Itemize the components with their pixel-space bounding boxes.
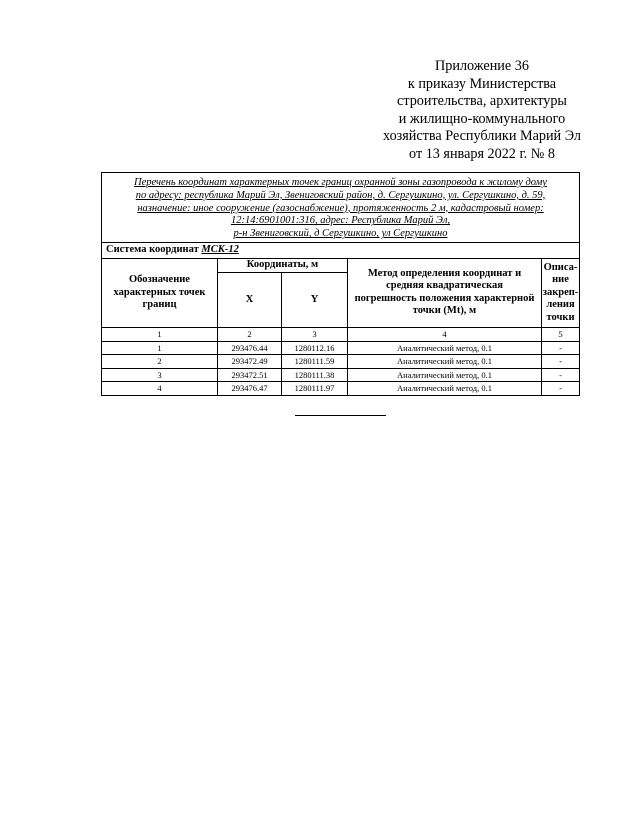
annex-header (362, 58, 602, 163)
coordinates-table (101, 172, 580, 396)
column-number: 4 (348, 327, 542, 341)
col-y-header: Y (282, 272, 348, 327)
method-cell: Аналитический метод, 0.1 (348, 382, 542, 396)
coordinate-system-row (102, 242, 580, 258)
annex-line: и жилищно-коммунального (398, 110, 566, 127)
x-cell: 293472.49 (218, 355, 282, 369)
annex-line: строительства, архитектуры (397, 93, 567, 109)
y-cell: 1280111.59 (282, 355, 348, 369)
table-caption (102, 173, 580, 243)
annex-line: к приказу Министерства (407, 75, 557, 92)
x-cell: 293476.44 (218, 341, 282, 355)
x-cell: 293476.47 (218, 382, 282, 396)
caption-line: назначение: иное сооружение (газоснабжение), протяженность 2 м, кадастровый номер: (137, 202, 544, 214)
description-cell: - (542, 341, 580, 355)
table-row (102, 355, 580, 369)
description-cell: - (542, 368, 580, 382)
caption-line: р-н Звениговский, д Сергушкино, ул Сергушкино (233, 228, 448, 240)
annex-line: от 13 января 2022 г. № 8 (409, 145, 555, 162)
column-number: 5 (542, 327, 580, 341)
col-description-header: Описа-ние закреп-ления точки (542, 258, 580, 327)
method-cell: Аналитический метод, 0.1 (348, 355, 542, 369)
description-cell: - (542, 355, 580, 369)
col-designation-header: Обозначение характерных точек границ (102, 258, 218, 327)
point-cell: 3 (102, 368, 218, 382)
caption-line: 12:14:6901001:316, адрес: Республика Марий Эл, (230, 215, 451, 227)
caption-line: Перечень координат характерных точек границ охранной зоны газопровода к жилому дому (133, 177, 548, 188)
col-coordinates-header: Координаты, м (218, 258, 348, 272)
column-number: 2 (218, 327, 282, 341)
description-cell: - (542, 382, 580, 396)
point-cell: 2 (102, 355, 218, 369)
x-cell: 293472.51 (218, 368, 282, 382)
point-cell: 4 (102, 382, 218, 396)
y-cell: 1280111.97 (282, 382, 348, 396)
coordinate-system-label: Система координат (106, 244, 199, 256)
caption-line: по адресу: республика Марий Эл, Звениговский район, д. Сергушкино, ул. Сергушкино, д. 59, (135, 189, 546, 201)
table-row (102, 341, 580, 355)
y-cell: 1280112.16 (282, 341, 348, 355)
y-cell: 1280111.38 (282, 368, 348, 382)
coordinate-system-value: МСК-12 (201, 244, 239, 256)
col-method-header: Метод определения координат и средняя квадратическая погрешность положения характерной точки (Mt), м (348, 258, 542, 327)
method-cell: Аналитический метод, 0.1 (348, 341, 542, 355)
method-cell: Аналитический метод, 0.1 (348, 368, 542, 382)
table-row (102, 382, 580, 396)
column-number-row (102, 327, 580, 341)
annex-line: Приложение 36 (435, 58, 529, 74)
table-row (102, 368, 580, 382)
signature-line (295, 415, 386, 416)
point-cell: 1 (102, 341, 218, 355)
annex-line: хозяйства Республики Марий Эл (383, 128, 581, 144)
col-x-header: X (218, 272, 282, 327)
column-number: 3 (282, 327, 348, 341)
column-number: 1 (102, 327, 218, 341)
